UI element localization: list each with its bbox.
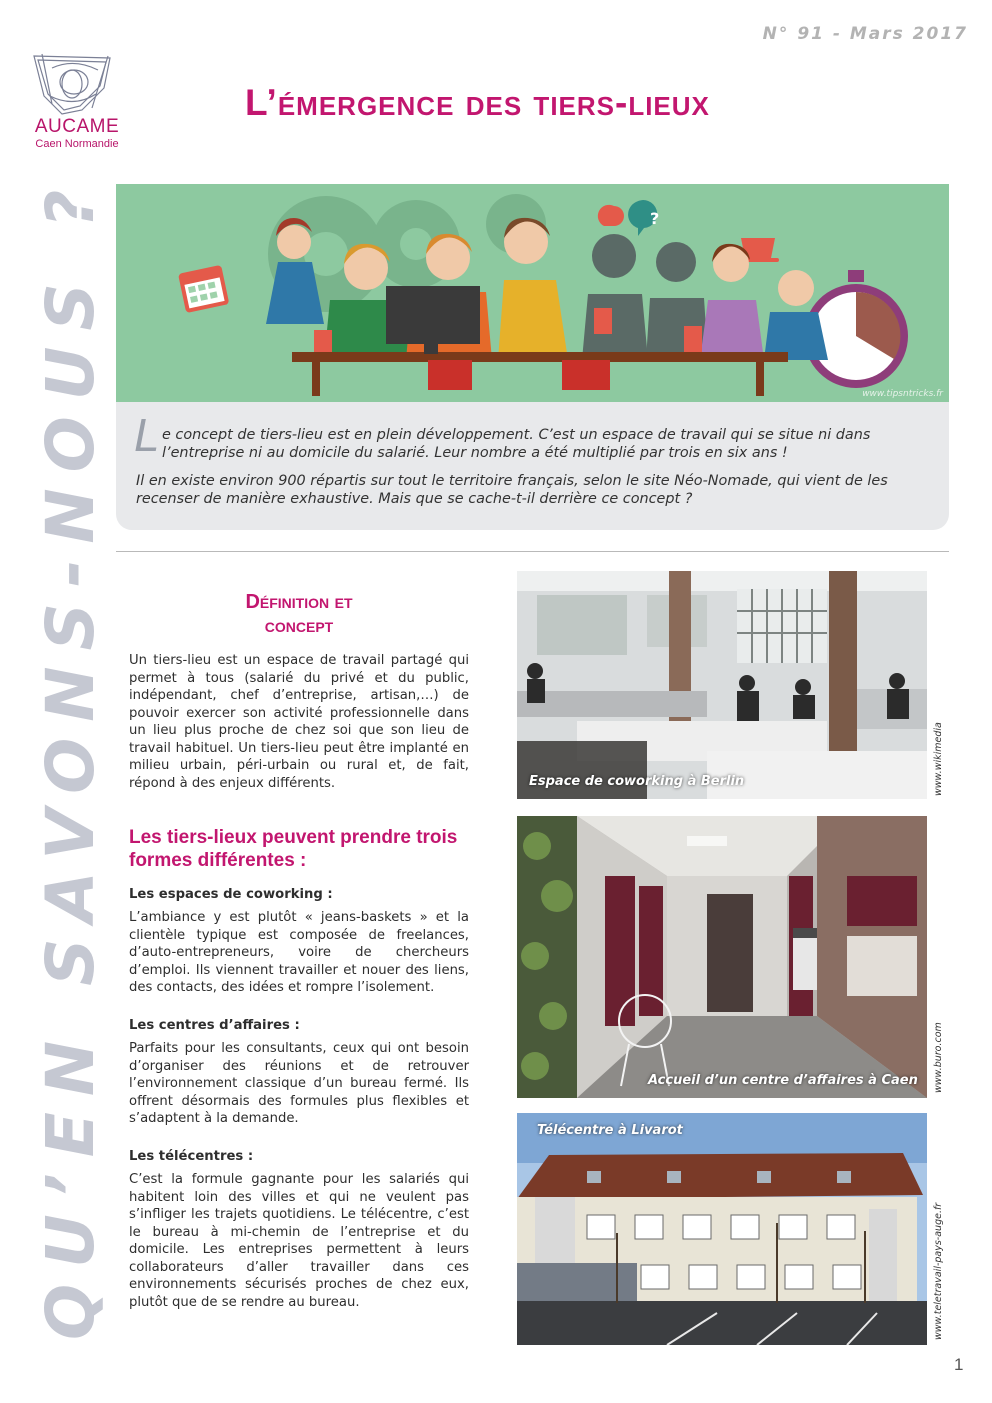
logo-subtitle: Caen Normandie	[35, 138, 119, 150]
telecentres-text: C’est la formule gagnante pour les salariés qui habitent loin des villes et qui ne veulent pas s’infliger les trajets quotidiens. Le télécentre, c’est le bureau à mi-chemin de l’entreprise et du domicile. Les entreprises permettent à leurs collaborateurs d’aller travailler dans ces environnements sécurisés proches de chez eux, plutôt que de se rendre au bureau.	[129, 1172, 469, 1310]
intro-paragraph-2: Il en existe environ 900 répartis sur tout le territoire français, selon le site Néo-Nomade, qui vient de les recenser de manière exhaustive. Mais que se cache-t-il derrière ce concept ?	[136, 473, 888, 507]
coworking-people-illustration	[116, 184, 949, 402]
coworking-heading: Les espaces de coworking :	[129, 887, 333, 902]
svg-text:?: ?	[650, 209, 660, 228]
intro-box	[116, 402, 949, 530]
intro-dropcap: L	[134, 409, 160, 461]
coworking-text: L’ambiance y est plutôt « jeans-baskets » et la clientèle typique est composée de freelances, d’auto-entrepreneurs, voire de chercheurs d’emploi. Ils viennent travailler et nouer des liens, des contacts, des idées et rompre l’isolement.	[129, 910, 469, 995]
photo-caption: Accueil d’un centre d’affaires à Caen	[648, 1073, 918, 1088]
telecentres-heading: Les télécentres :	[129, 1149, 254, 1164]
definition-heading	[129, 590, 469, 638]
issue-number: N° 91 - Mars 2017	[762, 24, 968, 44]
photo-caption: Télécentre à Livarot	[537, 1123, 683, 1138]
logo-name: AUCAME	[34, 116, 120, 137]
definition-heading-line1: Définition et	[245, 591, 353, 613]
business-centre-hall-image	[517, 816, 927, 1098]
definition-heading-line2: concept	[264, 615, 334, 637]
business-centres-text: Parfaits pour les consultants, ceux qui ont besoin d’organiser des réunions et de retrouver l’environnement classique d’un bureau fermé. Ils offrent désormais des formules plus flexibles et s’adaptent à la demande.	[129, 1041, 469, 1126]
photo-credit: www.teletravail-pays-auge.fr	[933, 1202, 944, 1340]
coworking-room-image	[517, 571, 927, 799]
business-centres-heading: Les centres d’affaires :	[129, 1018, 300, 1033]
photo-caption: Espace de coworking à Berlin	[529, 774, 745, 789]
section-divider	[116, 551, 949, 552]
banner-illustration	[116, 184, 949, 402]
photo-credit: www.buro.com	[933, 1022, 944, 1093]
definition-text: Un tiers-lieu est un espace de travail partagé qui permet à tous (salarié du privé et du public, indépendant, chef d’entreprise, artisan,…) de pouvoir exercer son activité professionnelle dans un lieu plus proche de chez soi que son lieu de travail habituel. Un tiers-lieu peut être implanté en milieu urbain, péri-urbain ou rural et, de fait, répond à des enjeux différents.	[129, 653, 469, 791]
telecentre-photo	[517, 1113, 927, 1345]
side-section-label: QU’EN SAVONS-NOUS ?	[32, 173, 109, 1340]
page-number: 1	[954, 1355, 964, 1374]
forms-heading: Les tiers-lieux peuvent prendre trois formes différentes :	[129, 827, 458, 871]
telecentre-building-image	[517, 1113, 927, 1345]
banner-credit: www.tipsntricks.fr	[862, 389, 943, 399]
business-centre-photo	[517, 816, 927, 1098]
coworking-photo	[517, 571, 927, 799]
page-title: L’émergence des tiers-lieux	[245, 82, 710, 123]
intro-paragraph-1: e concept de tiers-lieu est en plein développement. C’est un espace de travail qui se situe ni dans l’entreprise ni au domicile du salarié. Leur nombre a été multiplié par trois en six ans !	[162, 427, 871, 461]
photo-credit: www.wikimedia	[933, 722, 944, 796]
